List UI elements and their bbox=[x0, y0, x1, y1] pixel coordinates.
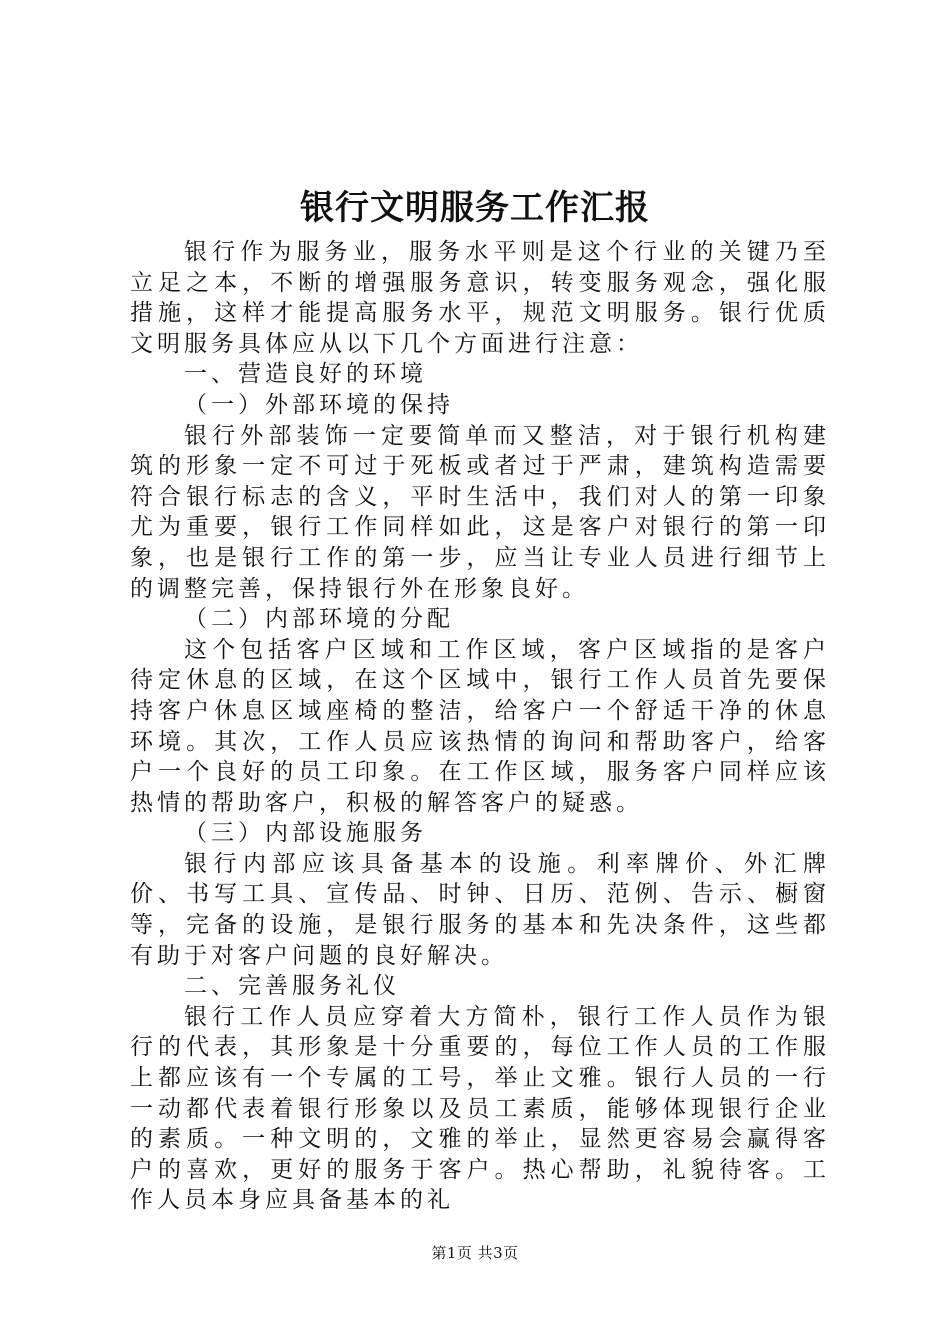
subsection-heading-1-2: （二）内部环境的分配 bbox=[184, 606, 454, 633]
intro-paragraph: 银行作为服务业，服务水平则是这个行业的关键乃至立足之本，不断的增强服务意识，转变服务观念，强化服措施，这样才能提高服务水平，规范文明服务。银行优质文明服务具体应从以下几个方面进行注意： bbox=[130, 239, 830, 357]
section-heading-1: 一、营造良好的环境 bbox=[184, 361, 427, 388]
document-body bbox=[130, 237, 830, 1216]
body-paragraph: 这个包括客户区域和工作区域，客户区域指的是客户待定休息的区域，在这个区域中，银行工作人员首先要保持客户休息区域座椅的整洁，给客户一个舒适干净的休息环境。其次，工作人员应该热情的询问和帮助客户，给客户一个良好的员工印象。在工作区域，服务客户同样应该热情的帮助客户，积极的解答客户的疑惑。 bbox=[130, 636, 830, 816]
body-paragraph: 银行内部应该具备基本的设施。利率牌价、外汇牌价、书写工具、宣传品、时钟、日历、范例、告示、橱窗等，完备的设施，是银行服务的基本和先决条件，这些都有助于对客户问题的良好解决。 bbox=[130, 850, 830, 969]
subsection-heading-1-3: （三）内部设施服务 bbox=[184, 820, 427, 847]
body-paragraph: 银行外部装饰一定要简单而又整洁，对于银行机构建筑的形象一定不可过于死板或者过于严肃，建筑构造需要符合银行标志的含义，平时生活中，我们对人的第一印象尤为重要，银行工作同样如此，这是客户对银行的第一印象，也是银行工作的第一步，应当让专业人员进行细节上的调整完善，保持银行外在形象良好。 bbox=[130, 422, 830, 602]
subsection-heading-1-1: （一）外部环境的保持 bbox=[184, 391, 454, 418]
body-paragraph: 银行工作人员应穿着大方简朴，银行工作人员作为银行的代表，其形象是十分重要的，每位工作人员的工作服上都应该有一个专属的工号，举止文雅。银行人员的一行一动都代表着银行形象以及员工素质，能够体现银行企业的素质。一种文明的，文雅的举止，显然更容易会赢得客户的喜欢，更好的服务于客户。热心帮助，礼貌待客。工作人员本身应具备基本的礼 bbox=[130, 1003, 830, 1214]
page-footer: 第1页 共3页 bbox=[431, 1244, 519, 1262]
document-title: 银行文明服务工作汇报 bbox=[300, 188, 650, 228]
section-heading-2: 二、完善服务礼仪 bbox=[184, 973, 400, 1000]
